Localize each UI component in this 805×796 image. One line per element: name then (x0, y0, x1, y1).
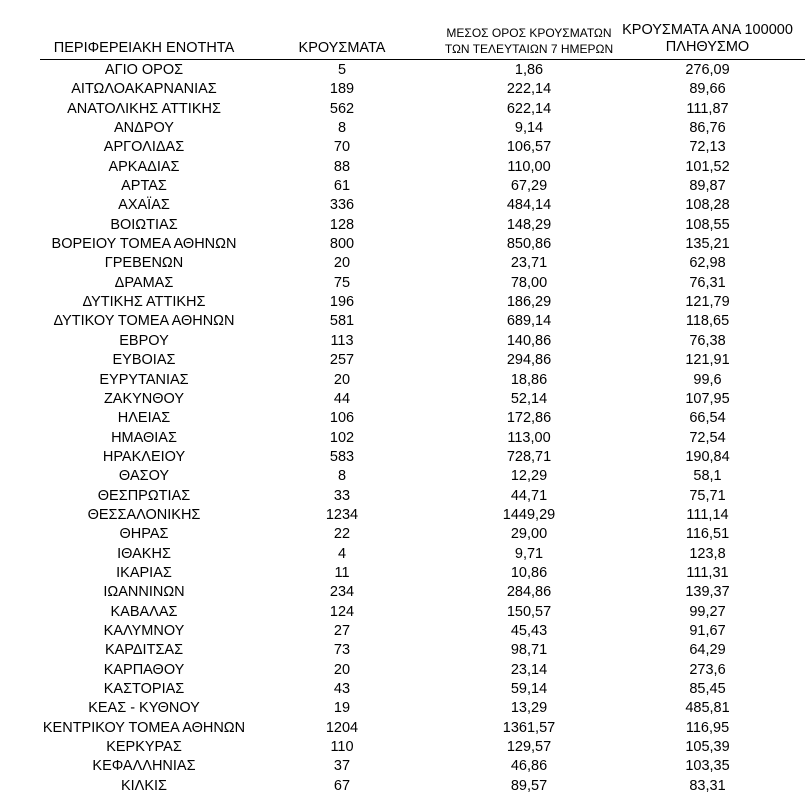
cell-cases: 8 (337, 468, 347, 485)
table-row (0, 390, 805, 409)
table-row (0, 312, 805, 331)
cell-cases: 800 (329, 236, 355, 253)
cell-region: ΗΡΑΚΛΕΙΟΥ (102, 448, 186, 465)
cell-region: ΑΡΓΟΛΙΔΑΣ (103, 139, 185, 156)
cell-region: ΚΑΒΑΛΑΣ (110, 603, 178, 620)
table-row (0, 177, 805, 196)
header-divider (40, 59, 805, 60)
cell-7day-average: 113,00 (507, 429, 551, 446)
cell-cases-per-100k: 111,31 (686, 564, 729, 581)
cell-7day-average: 10,86 (510, 564, 548, 581)
table-header (0, 0, 805, 60)
cell-cases-per-100k: 118,65 (685, 313, 730, 330)
cell-region: ΘΕΣΣΑΛΟΝΙΚΗΣ (87, 506, 201, 523)
cell-7day-average: 150,57 (506, 603, 552, 620)
table-row (0, 583, 805, 602)
cell-region: ΒΟΙΩΤΙΑΣ (110, 216, 178, 233)
cell-region: ΘΗΡΑΣ (119, 526, 169, 543)
cell-cases: 1234 (325, 506, 359, 523)
table-row (0, 274, 805, 293)
column-header-region-label: ΠΕΡΙΦΕΡΕΙΑΚΗ ΕΝΟΤΗΤΑ (53, 40, 235, 56)
cell-cases-per-100k: 83,31 (689, 777, 726, 794)
cell-7day-average: 9,71 (514, 545, 544, 562)
cell-7day-average: 222,14 (506, 81, 552, 98)
cell-cases: 124 (329, 603, 355, 620)
table-row (0, 235, 805, 254)
cell-cases-per-100k: 273,6 (689, 661, 726, 678)
cell-cases: 11 (334, 564, 350, 581)
cell-cases-per-100k: 116,95 (685, 719, 730, 736)
cell-7day-average: 294,86 (506, 352, 552, 369)
table-row (0, 680, 805, 699)
table-row (0, 603, 805, 622)
column-header-cases-per-100k-line1: ΚΡΟΥΣΜΑΤΑ ΑΝΑ 100000 (622, 22, 793, 38)
cell-cases-per-100k: 89,87 (689, 178, 726, 195)
table-row (0, 254, 805, 273)
cell-cases: 20 (333, 661, 351, 678)
cell-7day-average: 110,00 (507, 158, 551, 175)
cell-7day-average: 148,29 (506, 216, 552, 233)
cell-cases: 22 (333, 526, 351, 543)
cell-cases: 19 (333, 700, 351, 717)
table-row (0, 699, 805, 718)
column-header-cases-label: ΚΡΟΥΣΜΑΤΑ (298, 40, 386, 56)
table-row (0, 719, 805, 738)
cell-region: ΙΩΑΝΝΙΝΩΝ (103, 584, 185, 601)
table-row (0, 371, 805, 390)
cell-cases: 110 (330, 739, 354, 756)
cell-7day-average: 1,86 (514, 62, 544, 78)
cell-region: ΚΙΛΚΙΣ (120, 777, 168, 794)
table-row (0, 525, 805, 544)
table-row (0, 119, 805, 138)
cell-cases: 336 (329, 197, 355, 214)
table-row (0, 196, 805, 215)
table-row (0, 448, 805, 467)
cell-cases-per-100k: 76,38 (689, 332, 726, 349)
table-row (0, 738, 805, 757)
cell-cases: 8 (337, 120, 347, 137)
cell-region: ΚΕΡΚΥΡΑΣ (106, 739, 182, 756)
column-header-cases-per-100k (610, 22, 805, 56)
column-header-7day-average-line2: ΤΩΝ ΤΕΛΕΥΤΑΙΩΝ 7 ΗΜΕΡΩΝ (444, 42, 614, 56)
cell-7day-average: 89,57 (510, 777, 548, 794)
column-header-7day-average (418, 25, 640, 57)
cell-7day-average: 59,14 (510, 681, 548, 697)
cell-7day-average: 140,86 (506, 332, 552, 349)
cell-region: ΘΑΣΟΥ (118, 468, 170, 485)
cell-region: ΗΜΑΘΙΑΣ (111, 429, 177, 446)
table-row (0, 564, 805, 583)
table-row (0, 777, 805, 796)
cell-cases: 257 (329, 352, 355, 369)
cell-region: ΑΧΑΪΑΣ (118, 197, 170, 214)
cell-cases: 234 (329, 584, 355, 601)
cell-region: ΖΑΚΥΝΘΟΥ (103, 390, 185, 407)
table-row (0, 545, 805, 564)
cell-region: ΚΑΡΔΙΤΣΑΣ (104, 642, 184, 659)
cell-region: ΑΓΙΟ ΟΡΟΣ (104, 62, 184, 78)
cell-cases: 88 (333, 158, 351, 175)
cell-7day-average: 1361,57 (502, 719, 556, 736)
cell-cases: 27 (333, 622, 351, 639)
cell-region: ΑΡΚΑΔΙΑΣ (108, 158, 180, 175)
cell-cases: 43 (333, 681, 351, 697)
table-row (0, 100, 805, 119)
cell-cases-per-100k: 86,76 (689, 120, 726, 137)
cell-cases: 189 (329, 81, 355, 98)
cell-7day-average: 23,71 (510, 255, 548, 272)
table-row (0, 293, 805, 312)
cell-cases: 70 (333, 139, 351, 156)
cell-7day-average: 622,14 (506, 100, 552, 117)
cell-region: ΑΝΑΤΟΛΙΚΗΣ ΑΤΤΙΚΗΣ (67, 100, 221, 117)
cell-cases: 44 (333, 390, 351, 407)
cell-cases-per-100k: 99,27 (689, 603, 726, 620)
cell-cases: 5 (337, 62, 347, 78)
cell-cases-per-100k: 66,54 (689, 410, 726, 427)
cell-cases-per-100k: 103,35 (685, 758, 730, 775)
cell-cases-per-100k: 76,31 (689, 274, 726, 291)
cell-region: ΑΝΔΡΟΥ (114, 120, 174, 137)
column-header-cases-per-100k-line2: ΠΛΗΘΥΣΜΟ (665, 39, 750, 55)
cell-7day-average: 45,43 (510, 622, 548, 639)
cell-cases-per-100k: 116,51 (685, 526, 730, 543)
cell-7day-average: 850,86 (506, 236, 552, 253)
cell-region: ΚΕΦΑΛΛΗΝΙΑΣ (92, 758, 196, 775)
table-row (0, 138, 805, 157)
cell-cases-per-100k: 105,39 (685, 739, 730, 756)
cell-cases-per-100k: 99,6 (693, 371, 722, 388)
cell-cases: 61 (333, 178, 351, 195)
table-row (0, 661, 805, 680)
cell-cases-per-100k: 276,09 (685, 62, 730, 78)
table-row (0, 467, 805, 486)
table-row (0, 158, 805, 177)
cell-cases-per-100k: 121,91 (685, 352, 730, 369)
table-row (0, 641, 805, 660)
cell-cases-per-100k: 139,37 (685, 584, 730, 601)
cell-region: ΔΥΤΙΚΟΥ ΤΟΜΕΑ ΑΘΗΝΩΝ (53, 313, 235, 330)
cell-cases-per-100k: 64,29 (689, 642, 726, 659)
cell-region: ΘΕΣΠΡΩΤΙΑΣ (97, 487, 191, 504)
cell-region: ΕΒΡΟΥ (119, 332, 169, 349)
cell-region: ΔΥΤΙΚΗΣ ΑΤΤΙΚΗΣ (82, 294, 206, 311)
cell-region: ΙΚΑΡΙΑΣ (116, 564, 172, 581)
table-row (0, 80, 805, 99)
cell-cases: 128 (329, 216, 355, 233)
cell-7day-average: 186,29 (506, 294, 552, 311)
cell-region: ΙΘΑΚΗΣ (117, 545, 171, 562)
cell-cases: 33 (333, 487, 351, 504)
cell-cases: 113 (330, 332, 354, 349)
table-row (0, 487, 805, 506)
cell-cases: 20 (333, 255, 351, 272)
cell-region: ΚΑΣΤΟΡΙΑΣ (103, 681, 185, 697)
cell-cases: 581 (329, 313, 355, 330)
cell-cases-per-100k: 75,71 (689, 487, 726, 504)
cell-region: ΓΡΕΒΕΝΩΝ (104, 255, 184, 272)
table-row (0, 506, 805, 525)
cell-cases: 106 (329, 410, 355, 427)
cell-region: ΕΥΡΥΤΑΝΙΑΣ (99, 371, 189, 388)
cell-region: ΑΡΤΑΣ (121, 178, 167, 195)
cell-cases-per-100k: 107,95 (685, 390, 730, 407)
table-row (0, 332, 805, 351)
column-header-region (40, 40, 248, 56)
cell-7day-average: 689,14 (506, 313, 552, 330)
cell-cases-per-100k: 135,21 (685, 236, 730, 253)
table-row (0, 409, 805, 428)
cell-cases-per-100k: 72,54 (689, 429, 726, 446)
cell-region: ΕΥΒΟΙΑΣ (112, 352, 176, 369)
cell-cases-per-100k: 58,1 (693, 468, 722, 485)
cell-7day-average: 52,14 (510, 390, 548, 407)
cell-region: ΑΙΤΩΛΟΑΚΑΡΝΑΝΙΑΣ (71, 81, 217, 98)
cell-7day-average: 106,57 (506, 139, 552, 156)
cell-cases: 1204 (325, 719, 359, 736)
cell-region: ΚΑΡΠΑΘΟΥ (103, 661, 185, 678)
cell-cases-per-100k: 91,67 (689, 622, 726, 639)
cell-cases-per-100k: 485,81 (685, 700, 730, 717)
table-row (0, 351, 805, 370)
cell-cases-per-100k: 123,8 (689, 545, 726, 562)
cell-cases-per-100k: 111,87 (686, 100, 729, 117)
table-row (0, 757, 805, 776)
cell-7day-average: 67,29 (510, 178, 548, 195)
table-body (0, 61, 805, 796)
cell-cases-per-100k: 108,28 (685, 197, 730, 214)
cell-cases: 4 (337, 545, 347, 562)
table-row (0, 61, 805, 80)
cell-7day-average: 18,86 (510, 371, 548, 388)
cell-cases: 20 (333, 371, 351, 388)
cell-region: ΚΑΛΥΜΝΟΥ (103, 622, 185, 639)
cell-cases-per-100k: 85,45 (689, 681, 726, 697)
cell-region: ΒΟΡΕΙΟΥ ΤΟΜΕΑ ΑΘΗΝΩΝ (51, 236, 237, 253)
cell-region: ΚΕΑΣ - ΚΥΘΝΟΥ (88, 700, 200, 717)
cell-cases-per-100k: 101,52 (685, 158, 730, 175)
cell-7day-average: 29,00 (510, 526, 548, 543)
cell-7day-average: 12,29 (510, 468, 548, 485)
cell-cases-per-100k: 62,98 (689, 255, 726, 272)
cell-7day-average: 23,14 (510, 661, 548, 678)
table-row (0, 622, 805, 641)
cell-7day-average: 46,86 (510, 758, 548, 775)
cell-7day-average: 44,71 (510, 487, 548, 504)
cell-7day-average: 172,86 (506, 410, 552, 427)
cell-cases: 562 (329, 100, 355, 117)
column-header-7day-average-line1: ΜΕΣΟΣ ΟΡΟΣ ΚΡΟΥΣΜΑΤΩΝ (446, 26, 612, 40)
cell-cases: 67 (333, 777, 351, 794)
cell-region: ΔΡΑΜΑΣ (114, 274, 174, 291)
cell-cases-per-100k: 190,84 (685, 448, 730, 465)
table-row (0, 216, 805, 235)
cell-7day-average: 98,71 (510, 642, 548, 659)
cell-cases-per-100k: 72,13 (689, 139, 726, 156)
cell-7day-average: 13,29 (510, 700, 548, 717)
cell-7day-average: 78,00 (510, 274, 548, 291)
cell-cases: 583 (329, 448, 355, 465)
table-row (0, 429, 805, 448)
cell-cases: 102 (329, 429, 355, 446)
cell-cases-per-100k: 121,79 (685, 294, 730, 311)
cell-region: ΗΛΕΙΑΣ (117, 410, 171, 427)
cell-cases-per-100k: 89,66 (689, 81, 726, 98)
cell-7day-average: 728,71 (506, 448, 552, 465)
cell-7day-average: 9,14 (514, 120, 544, 137)
cell-7day-average: 484,14 (506, 197, 552, 214)
cell-cases-per-100k: 111,14 (686, 506, 729, 523)
cell-cases-per-100k: 108,55 (685, 216, 730, 233)
cell-7day-average: 1449,29 (502, 506, 556, 523)
cell-region: ΚΕΝΤΡΙΚΟΥ ΤΟΜΕΑ ΑΘΗΝΩΝ (42, 719, 246, 736)
cell-7day-average: 129,57 (506, 739, 552, 756)
cell-cases: 196 (329, 294, 355, 311)
cell-cases: 75 (333, 274, 351, 291)
cell-7day-average: 284,86 (506, 584, 552, 601)
column-header-cases (282, 40, 402, 56)
cell-cases: 37 (333, 758, 351, 775)
cell-cases: 73 (333, 642, 351, 659)
